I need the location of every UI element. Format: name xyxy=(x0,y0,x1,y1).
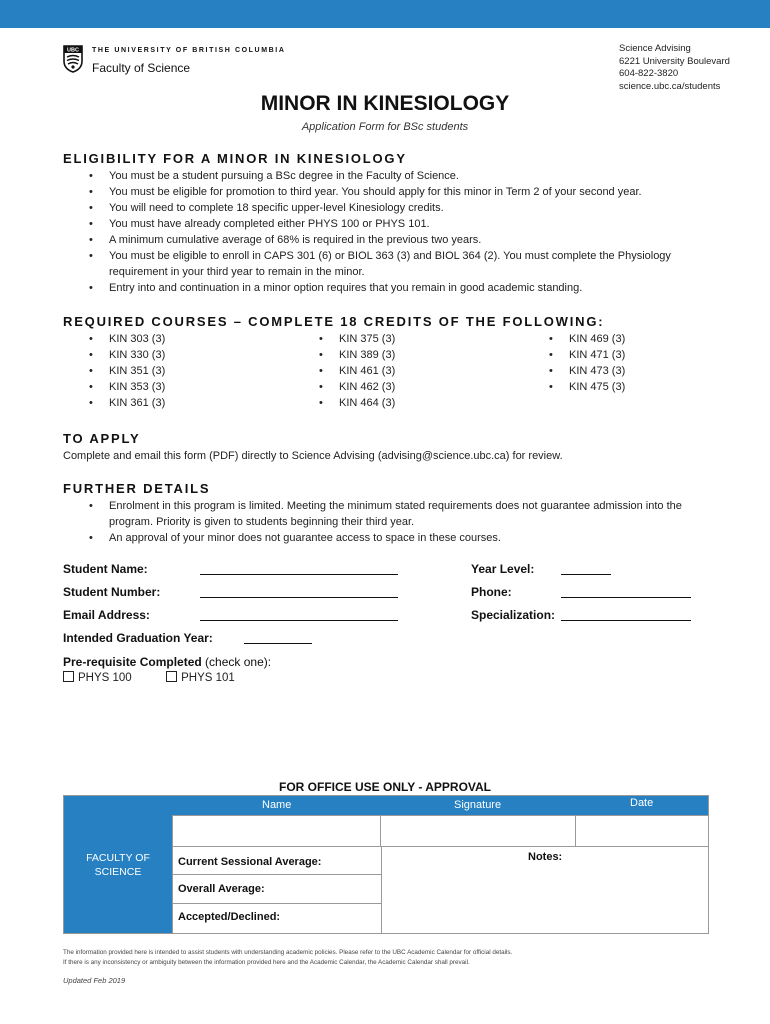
courses-column-1 xyxy=(89,331,269,411)
course-item: • KIN 353 (3) xyxy=(89,379,269,395)
phys100-label: PHYS 100 xyxy=(78,672,132,684)
col-signature-header: Signature xyxy=(454,799,502,811)
apply-heading: TO APPLY xyxy=(63,431,141,446)
phys101-label: PHYS 101 xyxy=(181,672,235,684)
phys100-checkbox[interactable] xyxy=(63,671,74,682)
list-item: • Entry into and continuation in a minor option requires that you remain in good academic standing. xyxy=(89,280,689,296)
list-item: • You must be eligible for promotion to third year. You should apply for this minor in Term 2 of your second year. xyxy=(89,184,689,200)
prereq-options xyxy=(63,671,235,684)
updated-date: Updated Feb 2019 xyxy=(63,976,126,985)
course-item: • KIN 351 (3) xyxy=(89,363,269,379)
grad-year-label: Intended Graduation Year: xyxy=(63,631,213,645)
course-item: • KIN 361 (3) xyxy=(89,395,269,411)
contact-line: science.ubc.ca/students xyxy=(619,80,721,92)
courses-column-2 xyxy=(319,331,499,411)
course-item: • KIN 461 (3) xyxy=(319,363,499,379)
grad-year-field[interactable] xyxy=(244,643,312,644)
contact-line: 604-822-3820 xyxy=(619,68,679,79)
apply-text: Complete and email this form (PDF) directly to Science Advising (advising@science.ubc.ca) for review. xyxy=(63,450,563,462)
phone-field[interactable] xyxy=(561,597,691,598)
courses-heading: REQUIRED COURSES – COMPLETE 18 CREDITS OF THE FOLLOWING: xyxy=(63,314,605,329)
list-item: • You will need to complete 18 specific upper-level Kinesiology credits. xyxy=(89,200,689,216)
student-number-label: Student Number: xyxy=(63,585,161,599)
overall-average-label: Overall Average: xyxy=(178,883,265,895)
course-item: • KIN 389 (3) xyxy=(319,347,499,363)
name-cell[interactable] xyxy=(172,815,382,848)
email-field[interactable] xyxy=(200,620,398,621)
side-label-line: SCIENCE xyxy=(94,866,142,878)
student-number-field[interactable] xyxy=(200,597,398,598)
disclaimer-line: The information provided here is intended to assist students with understanding academic policies. Please refer to the UBC Academic Calendar for official details. xyxy=(63,949,513,956)
year-level-field[interactable] xyxy=(561,574,611,575)
list-item: • You must be a student pursuing a BSc degree in the Faculty of Science. xyxy=(89,168,689,184)
notes-label: Notes: xyxy=(528,851,563,863)
course-item: • KIN 471 (3) xyxy=(549,347,729,363)
page-subtitle: Application Form for BSc students xyxy=(301,121,469,133)
course-item: • KIN 464 (3) xyxy=(319,395,499,411)
course-item: • KIN 469 (3) xyxy=(549,331,729,347)
eligibility-list xyxy=(89,168,689,296)
disclaimer-line: If there is any inconsistency or ambiguity between the information provided here and the Academic Calendar, the Academic Calendar shall prevail. xyxy=(63,959,470,966)
prereq-label-text: Pre-requisite Completed xyxy=(63,655,202,669)
prereq-note: (check one): xyxy=(205,655,272,669)
signature-cell[interactable] xyxy=(380,815,577,848)
date-cell[interactable] xyxy=(575,815,709,848)
list-item: • A minimum cumulative average of 68% is required in the previous two years. xyxy=(89,232,689,248)
page-title: MINOR IN KINESIOLOGY xyxy=(260,92,510,115)
year-level-label: Year Level: xyxy=(471,562,535,576)
eligibility-heading: ELIGIBILITY FOR A MINOR IN KINESIOLOGY xyxy=(63,151,407,166)
course-item: • KIN 330 (3) xyxy=(89,347,269,363)
faculty-side-label xyxy=(64,851,172,879)
course-item: • KIN 375 (3) xyxy=(319,331,499,347)
university-name: THE UNIVERSITY OF BRITISH COLUMBIA xyxy=(92,47,286,54)
student-name-field[interactable] xyxy=(200,574,398,575)
office-approval-table xyxy=(63,795,709,934)
side-label-line: FACULTY OF xyxy=(86,852,150,864)
student-name-label: Student Name: xyxy=(63,562,148,576)
col-date-header: Date xyxy=(630,797,654,809)
course-item: • KIN 473 (3) xyxy=(549,363,729,379)
specialization-field[interactable] xyxy=(561,620,691,621)
ubc-crest-icon xyxy=(63,45,83,73)
list-item: • You must have already completed either PHYS 100 or PHYS 101. xyxy=(89,216,689,232)
list-item: • Enrolment in this program is limited. Meeting the minimum stated requirements does not guarantee admission into the program. Priority is given to students beginning their third year. xyxy=(89,498,699,530)
courses-column-3 xyxy=(549,331,729,395)
email-label: Email Address: xyxy=(63,608,150,622)
accepted-declined-label: Accepted/Declined: xyxy=(178,911,281,923)
prereq-label xyxy=(63,655,271,669)
logo-text: UBC xyxy=(67,47,79,54)
course-item: • KIN 462 (3) xyxy=(319,379,499,395)
current-average-label: Current Sessional Average: xyxy=(178,856,322,868)
phone-label: Phone: xyxy=(471,585,512,599)
phys101-checkbox[interactable] xyxy=(166,671,177,682)
col-name-header: Name xyxy=(262,799,292,811)
contact-line: Science Advising xyxy=(619,43,691,54)
specialization-label: Specialization: xyxy=(471,608,556,622)
course-item: • KIN 475 (3) xyxy=(549,379,729,395)
details-heading: FURTHER DETAILS xyxy=(63,481,211,496)
faculty-side-cell xyxy=(64,796,172,933)
contact-block xyxy=(619,43,730,93)
office-use-title: FOR OFFICE USE ONLY - APPROVAL xyxy=(278,780,492,794)
course-item: • KIN 303 (3) xyxy=(89,331,269,347)
disclaimer xyxy=(63,948,512,968)
top-banner xyxy=(0,0,770,28)
contact-line: 6221 University Boulevard xyxy=(619,55,730,67)
list-item: • You must be eligible to enroll in CAPS 301 (6) or BIOL 363 (3) and BIOL 364 (2). You must complete the Physiology requirement in your third year to remain in the minor. xyxy=(89,248,689,280)
faculty-name: Faculty of Science xyxy=(92,61,191,75)
details-list xyxy=(89,498,699,546)
list-item: • An approval of your minor does not guarantee access to space in these courses. xyxy=(89,530,699,546)
